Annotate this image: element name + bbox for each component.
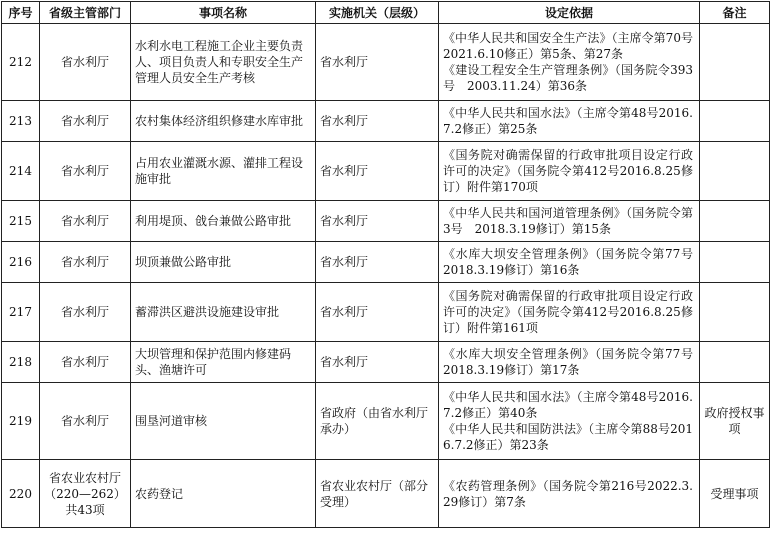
table-row bbox=[2, 383, 770, 460]
row-legal-basis bbox=[439, 383, 700, 460]
row-item-name: 占用农业灌溉水源、灌排工程设施审批 bbox=[131, 142, 316, 201]
row-legal-basis bbox=[439, 142, 700, 201]
row-serial-number: 213 bbox=[2, 101, 40, 142]
row-agency: 省水利厅 bbox=[316, 101, 439, 142]
table-row bbox=[2, 142, 770, 201]
row-remarks bbox=[700, 342, 770, 383]
row-legal-basis bbox=[439, 460, 700, 528]
row-serial-number: 217 bbox=[2, 283, 40, 342]
basis-line: 《水库大坝安全管理条例》（国务院令第77号 2018.3.19修订）第17条 bbox=[443, 347, 706, 377]
header-legal-basis: 设定依据 bbox=[439, 2, 700, 24]
row-item-name: 坝顶兼做公路审批 bbox=[131, 242, 316, 283]
basis-line: 《中华人民共和国河道管理条例》（国务院令第3号 2018.3.19修订）第15条 bbox=[443, 206, 693, 236]
row-serial-number: 216 bbox=[2, 242, 40, 283]
header-department: 省级主管部门 bbox=[40, 2, 131, 24]
row-agency: 省农业农村厅（部分受理） bbox=[316, 460, 439, 528]
row-department: 省水利厅 bbox=[40, 342, 131, 383]
row-legal-basis bbox=[439, 201, 700, 242]
table-row bbox=[2, 101, 770, 142]
row-item-name: 围垦河道审核 bbox=[131, 383, 316, 460]
row-remarks bbox=[700, 283, 770, 342]
row-legal-basis bbox=[439, 283, 700, 342]
table-row bbox=[2, 201, 770, 242]
row-remarks bbox=[700, 142, 770, 201]
row-department: 省水利厅 bbox=[40, 142, 131, 201]
basis-line: 《中华人民共和国防洪法》（主席令第88号2016.7.2修正）第23条 bbox=[443, 422, 693, 452]
row-department: 省水利厅 bbox=[40, 283, 131, 342]
row-serial-number: 212 bbox=[2, 24, 40, 101]
row-agency: 省水利厅 bbox=[316, 201, 439, 242]
row-serial-number: 214 bbox=[2, 142, 40, 201]
basis-line: 《农药管理条例》（国务院令第216号2022.3.29修订）第7条 bbox=[443, 478, 693, 509]
row-item-name: 水利水电工程施工企业主要负责人、项目负责人和专职安全生产管理人员安全生产考核 bbox=[131, 24, 316, 101]
table-header-row bbox=[2, 2, 770, 24]
table-row bbox=[2, 342, 770, 383]
row-legal-basis bbox=[439, 24, 706, 101]
row-serial-number: 220 bbox=[2, 460, 40, 528]
row-agency: 省水利厅 bbox=[316, 283, 439, 342]
row-legal-basis bbox=[439, 101, 700, 142]
basis-line: 《中华人民共和国安全生产法》（主席令第70号 2021.6.10修正）第5条、第27条 bbox=[443, 31, 706, 61]
row-department: 省水利厅 bbox=[40, 24, 131, 101]
basis-line: 《中华人民共和国水法》（主席令第48号2016.7.2修正）第25条 bbox=[443, 106, 693, 136]
table-row bbox=[2, 460, 770, 528]
header-item-name: 事项名称 bbox=[131, 2, 316, 24]
header-agency: 实施机关（层级） bbox=[316, 2, 439, 24]
row-legal-basis bbox=[439, 242, 706, 283]
row-agency: 省水利厅 bbox=[316, 342, 439, 383]
table-row bbox=[2, 283, 770, 342]
header-serial-number: 序号 bbox=[2, 2, 40, 24]
row-item-name: 大坝管理和保护范围内修建码头、渔塘许可 bbox=[131, 342, 316, 383]
row-item-name: 利用堤顶、戗台兼做公路审批 bbox=[131, 201, 316, 242]
basis-line: 《水库大坝安全管理条例》（国务院令第77号 2018.3.19修订）第16条 bbox=[443, 247, 706, 277]
row-remarks bbox=[700, 201, 770, 242]
basis-line: 《建设工程安全生产管理条例》（国务院令393号 2003.11.24）第36条 bbox=[443, 63, 693, 93]
row-remarks bbox=[700, 101, 770, 142]
row-department: 省水利厅 bbox=[40, 201, 131, 242]
table-row bbox=[2, 242, 770, 283]
basis-line: 《国务院对确需保留的行政审批项目设定行政许可的决定》（国务院令第412号2016.8.25修订）附件第161项 bbox=[443, 289, 693, 335]
row-legal-basis bbox=[439, 342, 706, 383]
row-remarks bbox=[700, 24, 770, 101]
row-agency: 省水利厅 bbox=[316, 142, 439, 201]
row-item-name: 农药登记 bbox=[131, 460, 316, 528]
row-serial-number: 215 bbox=[2, 201, 40, 242]
row-remarks: 政府授权事项 bbox=[700, 383, 770, 460]
row-department: 省农业农村厅（220—262）共43项 bbox=[40, 460, 131, 528]
basis-line: 《国务院对确需保留的行政审批项目设定行政许可的决定》（国务院令第412号2016.8.25修订）附件第170项 bbox=[443, 148, 693, 194]
row-item-name: 蓄滞洪区避洪设施建设审批 bbox=[131, 283, 316, 342]
row-remarks: 受理事项 bbox=[700, 460, 770, 528]
approval-items-table bbox=[1, 1, 770, 528]
row-serial-number: 218 bbox=[2, 342, 40, 383]
row-agency: 省水利厅 bbox=[316, 242, 439, 283]
row-department: 省水利厅 bbox=[40, 101, 131, 142]
row-item-name: 农村集体经济组织修建水库审批 bbox=[131, 101, 316, 142]
row-agency: 省政府（由省水利厅承办） bbox=[316, 383, 439, 460]
row-department: 省水利厅 bbox=[40, 383, 131, 460]
table-row bbox=[2, 24, 770, 101]
basis-line: 《中华人民共和国水法》（主席令第48号2016.7.2修正）第40条 bbox=[443, 390, 693, 420]
row-department: 省水利厅 bbox=[40, 242, 131, 283]
header-remarks: 备注 bbox=[700, 2, 770, 24]
row-agency: 省水利厅 bbox=[316, 24, 439, 101]
row-remarks bbox=[700, 242, 770, 283]
row-serial-number: 219 bbox=[2, 383, 40, 460]
